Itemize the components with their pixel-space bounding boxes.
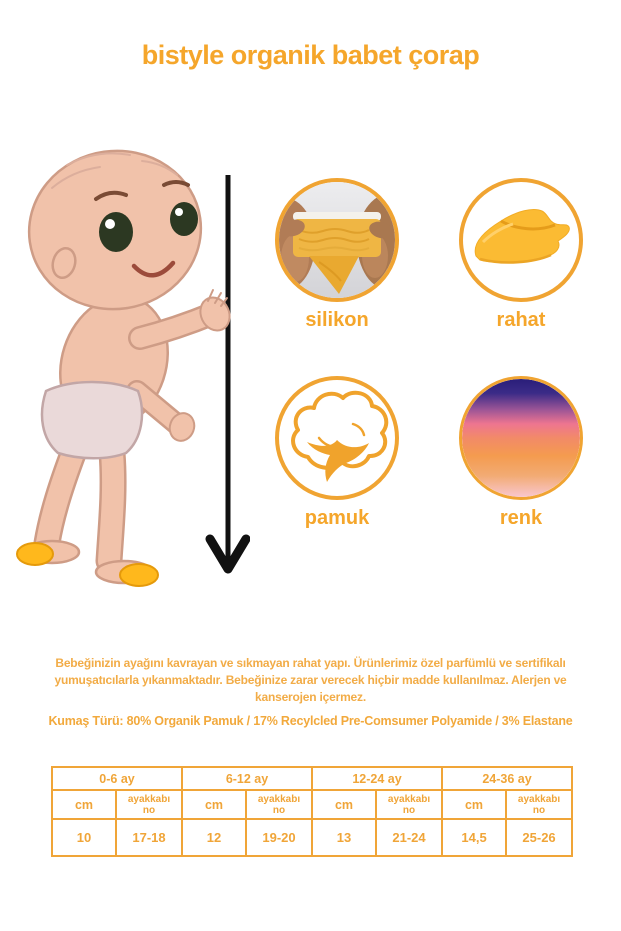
cm-value: 13 (312, 819, 376, 856)
feature-rahat (459, 178, 583, 332)
diaper (42, 382, 142, 458)
shoe-size-value: 21-24 (376, 819, 442, 856)
baby-illustration (12, 133, 250, 611)
shoe-size-header: ayakkabı no (376, 790, 442, 819)
yellow-bootie-icon (17, 543, 158, 586)
cm-value: 14,5 (442, 819, 506, 856)
cm-header: cm (312, 790, 376, 819)
fabric-composition: Kumaş Türü: 80% Organik Pamuk / 17% Recylcled Pre-Comsumer Polyamide / 3% Elastane (48, 714, 573, 728)
shoe-size-header: ayakkabı no (246, 790, 312, 819)
age-group-header: 24-36 ay (442, 767, 572, 790)
product-description (0, 655, 621, 706)
shoe-size-value: 19-20 (246, 819, 312, 856)
size-table (51, 766, 573, 857)
description-line: kanserojen içermez. (255, 690, 366, 704)
cm-value: 10 (52, 819, 116, 856)
shoe-size-header: ayakkabı no (506, 790, 572, 819)
feature-label-silikon: silikon (305, 309, 369, 331)
page-title: bistyle organik babet çorap (141, 40, 480, 70)
yellow-sock-icon (459, 178, 583, 302)
shoe-size-header: ayakkabı no (116, 790, 182, 819)
cm-header: cm (182, 790, 246, 819)
age-group-header: 12-24 ay (312, 767, 442, 790)
feature-label-rahat: rahat (496, 309, 546, 331)
age-group-header: 0-6 ay (52, 767, 182, 790)
shoe-size-value: 17-18 (116, 819, 182, 856)
cm-header: cm (442, 790, 506, 819)
baby-height-arrow-graphic (12, 133, 250, 611)
feature-renk (459, 376, 583, 530)
feature-label-pamuk: pamuk (304, 507, 370, 529)
feature-silikon (275, 178, 399, 332)
cotton-icon (275, 376, 399, 500)
description-line: Bebeğinizin ayağını kavrayan ve sıkmayan rahat yapı. Ürünlerimiz özel parfümlü ve sertifikalı (55, 656, 566, 670)
shoe-size-value: 25-26 (506, 819, 572, 856)
color-gradient-icon (459, 376, 583, 500)
height-arrow-icon (210, 175, 246, 569)
feature-label-renk: renk (499, 507, 543, 529)
cm-value: 12 (182, 819, 246, 856)
feature-pamuk (275, 376, 399, 530)
silicone-grip-photo-icon (275, 178, 399, 302)
cm-header: cm (52, 790, 116, 819)
age-group-header: 6-12 ay (182, 767, 312, 790)
description-line: yumuşatıcılarla yıkanmaktadır. Bebeğinize zarar verecek hiçbir madde kullanılmaz. Alerjen ve (54, 673, 567, 687)
